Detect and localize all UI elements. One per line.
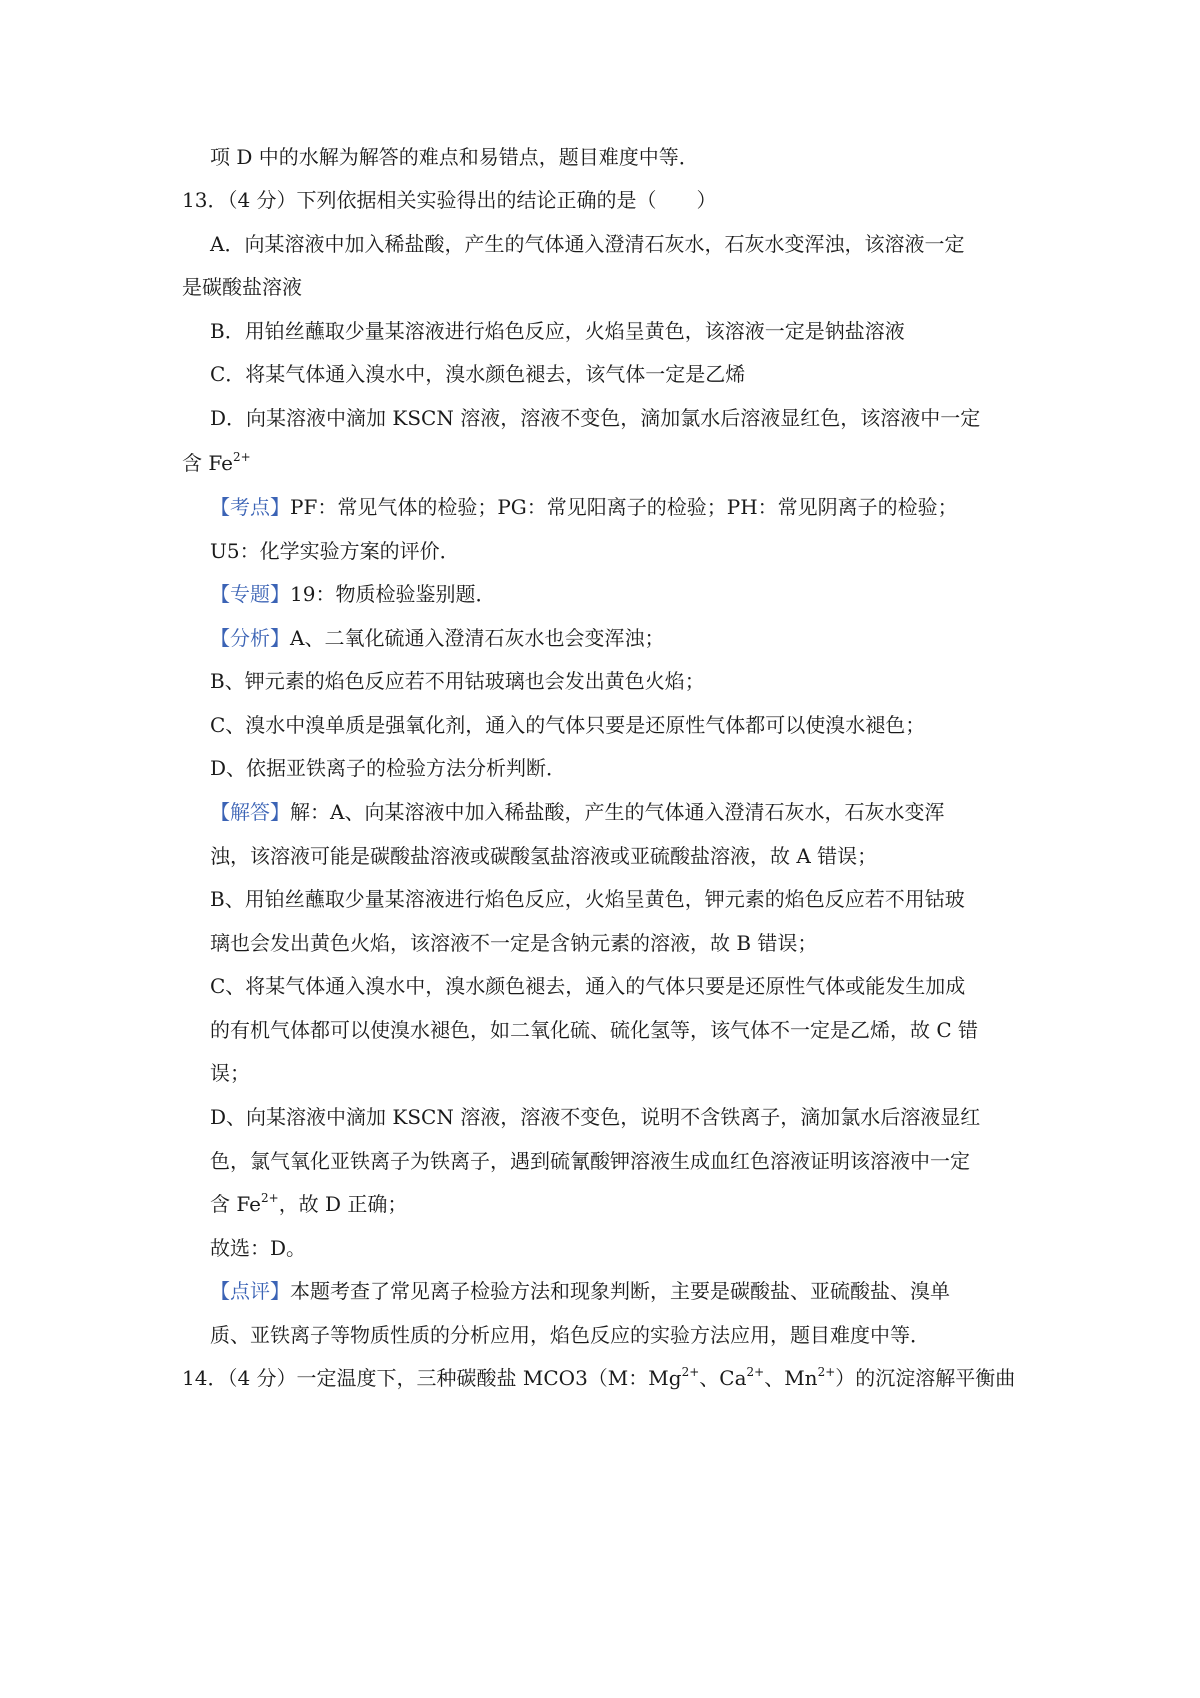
dianping-tag: 【点评】 [210, 1279, 290, 1303]
charge-superscript: 2+ [232, 450, 251, 464]
dianping-text: 本题考查了常见离子检验方法和现象判断，主要是碳酸盐、亚硫酸盐、溴单 [290, 1279, 950, 1303]
charge-superscript: 2+ [681, 1365, 700, 1379]
zhuanti-text: 19：物质检验鉴别题． [290, 582, 496, 606]
jieda-line-9: 色，氯气氧化亚铁离子为铁离子，遇到硫氰酸钾溶液生成血红色溶液证明该溶液中一定 [210, 1149, 970, 1173]
charge-superscript: 2+ [746, 1365, 765, 1379]
fenxi-line-2: B、钾元素的焰色反应若不用钴玻璃也会发出黄色火焰； [210, 669, 705, 693]
jieda-line-6: 的有机气体都可以使溴水褪色，如二氧化硫、硫化氢等，该气体不一定是乙烯，故 C 错 [210, 1018, 979, 1042]
jieda-line-11: 故选：D。 [210, 1236, 307, 1260]
jieda-line-4: 璃也会发出黄色火焰，该溶液不一定是含钠元素的溶液，故 B 错误； [210, 931, 818, 955]
zhuanti-tag: 【专题】 [210, 582, 290, 606]
jieda-text: 解：A、向某溶液中加入稀盐酸，产生的气体通入澄清石灰水，石灰水变浑 [290, 800, 945, 824]
kaodian-line-2: U5：化学实验方案的评价． [210, 539, 460, 563]
q14-text: 14．（4 分）一定温度下，三种碳酸盐 MCO3（M：Mg [182, 1366, 682, 1390]
previous-answer-note: 项 D 中的水解为解答的难点和易错点，题目难度中等． [210, 145, 699, 169]
jieda-line-7: 误； [210, 1061, 250, 1085]
q14-text: 、Ca [699, 1366, 747, 1390]
jieda-line-3: B、用铂丝蘸取少量某溶液进行焰色反应，火焰呈黄色，钾元素的焰色反应若不用钴玻 [210, 887, 965, 911]
dianping-line-1 [210, 1277, 950, 1305]
option-d-line-2 [182, 449, 251, 477]
kaodian-tag: 【考点】 [210, 495, 290, 519]
charge-superscript: 2+ [260, 1191, 279, 1205]
option-b: B．用铂丝蘸取少量某溶液进行焰色反应，火焰呈黄色，该溶液一定是钠盐溶液 [210, 319, 905, 343]
fenxi-line-4: D、依据亚铁离子的检验方法分析判断． [210, 756, 567, 780]
fenxi-tag: 【分析】 [210, 626, 290, 650]
jieda-line-8: D、向某溶液中滴加 KSCN 溶液，溶液不变色，说明不含铁离子，滴加氯水后溶液显红 [210, 1105, 981, 1129]
kaodian-text: PF：常见气体的检验；PG：常见阳离子的检验；PH：常见阴离子的检验； [290, 495, 958, 519]
fenxi-line-3: C、溴水中溴单质是强氧化剂，通入的气体只要是还原性气体都可以使溴水褪色； [210, 713, 926, 737]
option-d-line-1: D．向某溶液中滴加 KSCN 溶液，溶液不变色，滴加氯水后溶液显红色，该溶液中一定 [210, 406, 981, 430]
question-13-stem: 13．（4 分）下列依据相关实验得出的结论正确的是（ ） [182, 188, 717, 212]
fenxi-line-1 [210, 624, 664, 652]
charge-superscript: 2+ [817, 1365, 836, 1379]
question-14-stem [182, 1364, 1015, 1392]
option-a-line-1: A．向某溶液中加入稀盐酸，产生的气体通入澄清石灰水，石灰水变浑浊，该溶液一定 [210, 232, 965, 256]
jieda-line-5: C、将某气体通入溴水中，溴水颜色褪去，通入的气体只要是还原性气体或能发生加成 [210, 974, 966, 998]
q14-text: 、Mn [764, 1366, 818, 1390]
jieda-line-10 [210, 1190, 407, 1218]
fenxi-text: A、二氧化硫通入澄清石灰水也会变浑浊； [290, 626, 665, 650]
option-d-text: 含 Fe [182, 451, 233, 475]
dianping-line-2: 质、亚铁离子等物质性质的分析应用，焰色反应的实验方法应用，题目难度中等． [210, 1323, 930, 1347]
jieda-text: ，故 D 正确； [278, 1192, 408, 1216]
option-a-line-2: 是碳酸盐溶液 [182, 275, 302, 299]
option-c: C．将某气体通入溴水中，溴水颜色褪去，该气体一定是乙烯 [210, 362, 746, 386]
jieda-line-1 [210, 798, 944, 826]
zhuanti-line [210, 580, 495, 608]
jieda-tag: 【解答】 [210, 800, 290, 824]
q14-text: ）的沉淀溶解平衡曲 [835, 1366, 1016, 1390]
jieda-line-2: 浊，该溶液可能是碳酸盐溶液或碳酸氢盐溶液或亚硫酸盐溶液，故 A 错误； [210, 844, 878, 868]
jieda-text: 含 Fe [210, 1192, 261, 1216]
kaodian-line-1 [210, 493, 958, 521]
